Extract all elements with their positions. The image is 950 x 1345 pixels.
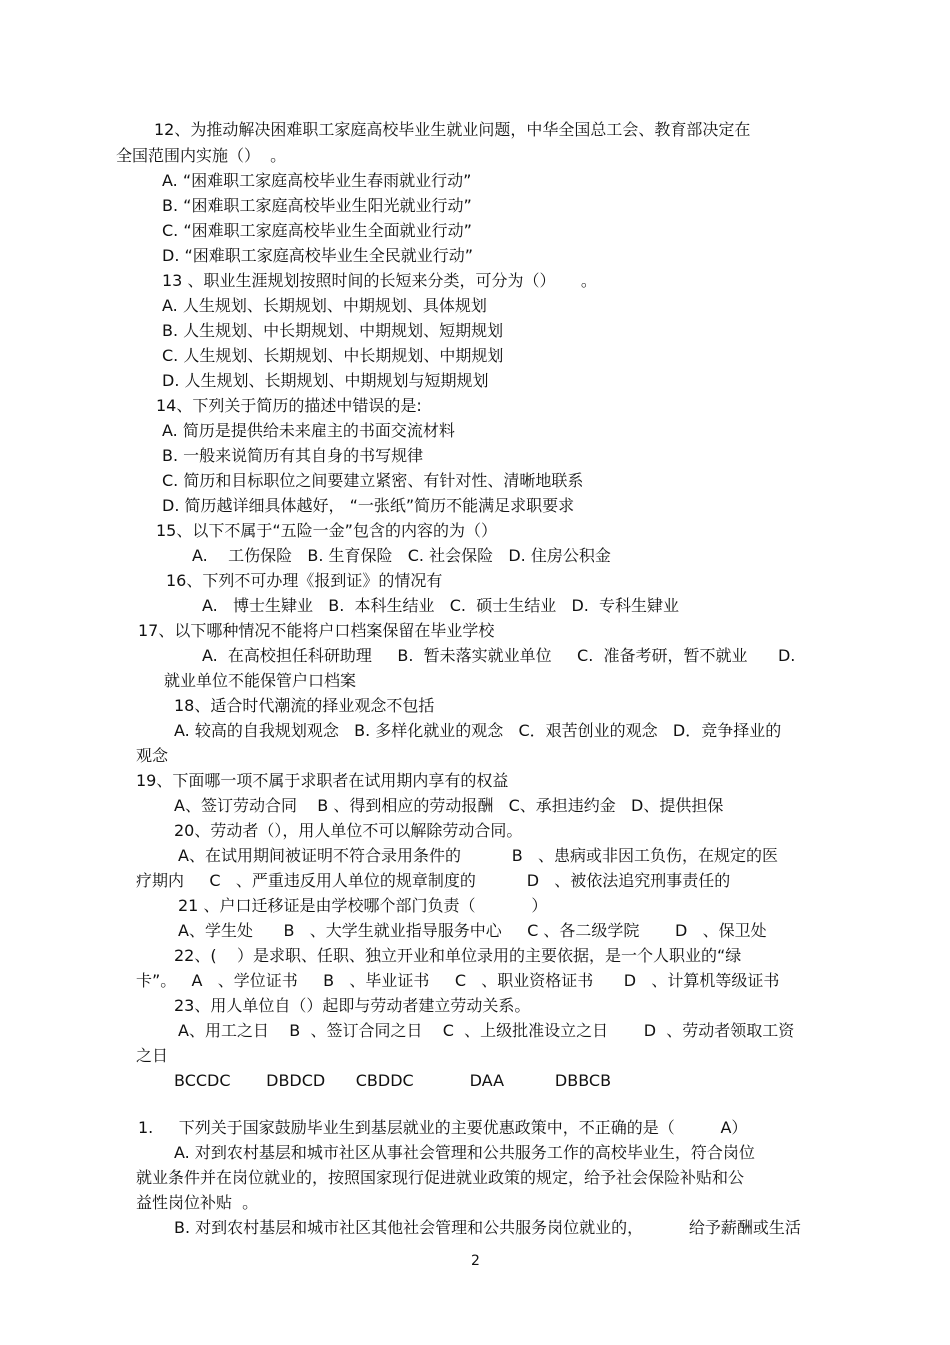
q18-stem: 18、适合时代潮流的择业观念不包括 — [174, 696, 435, 715]
q12-stem-line2: 全国范围内实施（） 。 — [116, 146, 287, 165]
q23-stem: 23、用人单位自（）起即与劳动者建立劳动关系。 — [174, 996, 531, 1015]
q22-stem-line2: 卡”。 A 、学位证书 B 、毕业证书 C 、职业资格证书 D 、计算机等级证书 — [136, 971, 780, 990]
q12-option-b: B. “困难职工家庭高校毕业生阳光就业行动” — [162, 196, 472, 215]
q23-options-line1: A、用工之日 B 、签订合同之日 C 、上级批准设立之日 D 、劳动者领取工资 — [178, 1021, 795, 1040]
q16-stem: 16、下列不可办理《报到证》的情况有 — [166, 571, 443, 590]
q19-options: A、签订劳动合同 B 、得到相应的劳动报酬 C、承担违约金 D、提供担保 — [174, 796, 724, 815]
q17-stem: 17、以下哪种情况不能将户口档案保留在毕业学校 — [138, 621, 495, 640]
q22-stem-line1: 22、( ）是求职、任职、独立开业和单位录用的主要依据，是一个人职业的“绿 — [174, 946, 742, 965]
q17-options-line2: 就业单位不能保管户口档案 — [164, 671, 357, 690]
q23-options-line2: 之日 — [136, 1046, 169, 1065]
q21-options: A、学生处 B 、大学生就业指导服务中心 C 、各二级学院 D 、保卫处 — [178, 921, 767, 940]
q14-option-a: A. 简历是提供给未来雇主的书面交流材料 — [162, 421, 455, 440]
p1-option-a-line3: 益性岗位补贴 。 — [136, 1193, 259, 1212]
q21-stem: 21 、户口迁移证是由学校哪个部门负责（ ） — [178, 896, 548, 915]
q13-option-a: A. 人生规划、长期规划、中期规划、具体规划 — [162, 296, 487, 315]
q12-option-c: C. “困难职工家庭高校毕业生全面就业行动” — [162, 221, 472, 240]
q14-option-b: B. 一般来说简历有其自身的书写规律 — [162, 446, 424, 465]
p1-option-a-line1: A. 对到农村基层和城市社区从事社会管理和公共服务工作的高校毕业生，符合岗位 — [174, 1143, 755, 1162]
p1-option-b-line1: B. 对到农村基层和城市社区其他社会管理和公共服务岗位就业的， 给予薪酬或生活 — [174, 1218, 801, 1237]
q18-options-line1: A. 较高的自我规划观念 B. 多样化就业的观念 C．艰苦创业的观念 D．竞争择业的 — [174, 721, 782, 740]
q17-options-line1: A. 在高校担任科研助理 B. 暂未落实就业单位 C. 准备考研，暂不就业 D. — [202, 646, 796, 665]
answer-key: BCCDC DBDCD CBDDC DAA DBBCB — [174, 1071, 612, 1090]
q13-option-c: C. 人生规划、长期规划、中长期规划、中期规划 — [162, 346, 504, 365]
q12-option-a: A. “困难职工家庭高校毕业生春雨就业行动” — [162, 171, 472, 190]
q14-option-c: C. 简历和目标职位之间要建立紧密、有针对性、清晰地联系 — [162, 471, 584, 490]
q14-stem: 14、下列关于简历的描述中错误的是: — [156, 396, 422, 415]
page-number: 2 — [471, 1253, 480, 1269]
q13-option-d: D. 人生规划、长期规划、中期规划与短期规划 — [162, 371, 489, 390]
q14-option-d: D. 简历越详细具体越好， “一张纸”简历不能满足求职要求 — [162, 496, 575, 515]
q20-options-line1: A、在试用期间被证明不符合录用条件的 B 、患病或非因工负伤，在规定的医 — [178, 846, 779, 865]
q19-stem: 19、下面哪一项不属于求职者在试用期内享有的权益 — [136, 771, 509, 790]
p1-option-a-line2: 就业条件并在岗位就业的，按照国家现行促进就业政策的规定，给予社会保险补贴和公 — [136, 1168, 745, 1187]
q16-options: A. 博士生肄业 B. 本科生结业 C. 硕士生结业 D. 专科生肄业 — [202, 596, 680, 615]
q13-option-b: B. 人生规划、中长期规划、中期规划、短期规划 — [162, 321, 504, 340]
q18-options-line2: 观念 — [136, 746, 169, 765]
q13-stem: 13 、职业生涯规划按照时间的长短来分类，可分为（） 。 — [162, 271, 597, 290]
q20-stem: 20、劳动者（），用人单位不可以解除劳动合同。 — [174, 821, 523, 840]
q20-options-line2: 疗期内 C 、严重违反用人单位的规章制度的 D 、被依法追究刑事责任的 — [136, 871, 731, 890]
q12-stem-line1: 12、为推动解决困难职工家庭高校毕业生就业问题，中华全国总工会、教育部决定在 — [154, 120, 751, 139]
q12-option-d: D. “困难职工家庭高校毕业生全民就业行动” — [162, 246, 474, 265]
p1-stem: 1. 下列关于国家鼓励毕业生到基层就业的主要优惠政策中，不正确的是（ A） — [138, 1118, 748, 1137]
q15-stem: 15、以下不属于“五险一金”包含的内容的为（） — [156, 521, 497, 540]
q15-options: A. 工伤保险 B. 生育保险 C. 社会保险 D. 住房公积金 — [192, 546, 611, 565]
